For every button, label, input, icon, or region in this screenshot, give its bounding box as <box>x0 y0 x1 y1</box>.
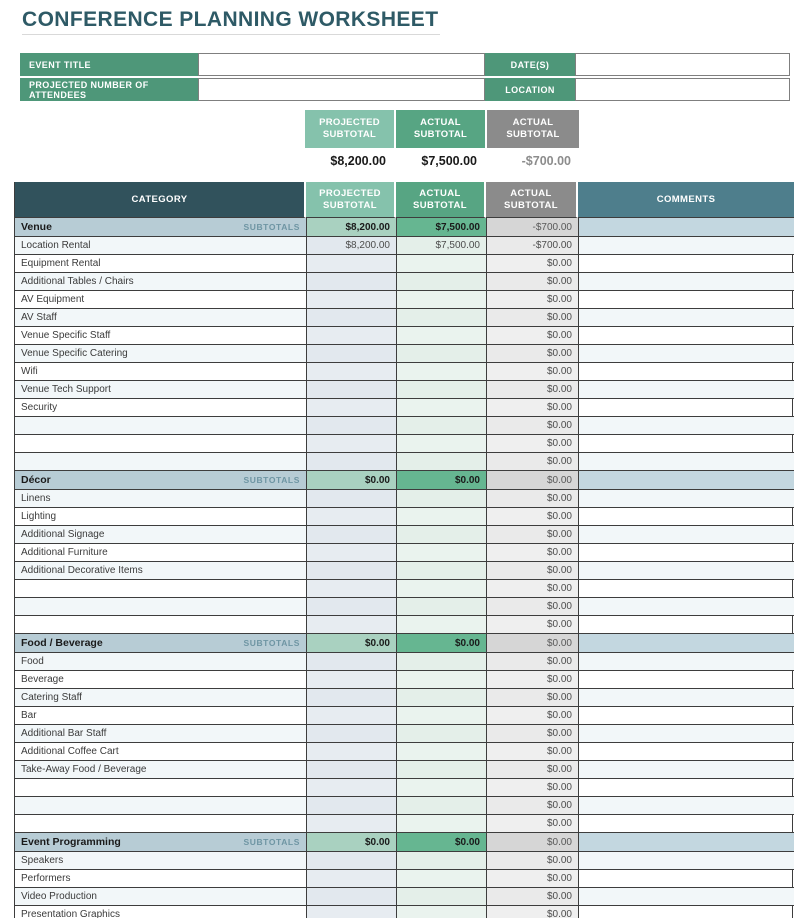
item-difference: -$700.00 <box>486 237 578 255</box>
section-name: Décor <box>21 474 51 486</box>
item-difference: $0.00 <box>486 689 578 707</box>
item-actual[interactable] <box>396 363 486 381</box>
table-row <box>15 526 792 544</box>
section-actual-subtotal: $0.00 <box>396 833 486 852</box>
item-difference: $0.00 <box>486 327 578 345</box>
item-actual[interactable] <box>396 653 486 671</box>
item-label[interactable] <box>15 453 306 471</box>
item-comments[interactable] <box>578 562 794 580</box>
item-difference: $0.00 <box>486 345 578 363</box>
item-actual[interactable] <box>396 526 486 544</box>
item-projected[interactable] <box>306 870 396 888</box>
item-label[interactable] <box>15 417 306 435</box>
item-projected[interactable] <box>306 815 396 833</box>
item-comments[interactable] <box>578 815 794 833</box>
item-difference: $0.00 <box>486 399 578 417</box>
item-label[interactable]: Additional Signage <box>15 526 306 544</box>
item-comments[interactable] <box>578 870 794 888</box>
item-difference: $0.00 <box>486 815 578 833</box>
item-projected[interactable] <box>306 309 396 327</box>
section-actual-subtotal: $7,500.00 <box>396 218 486 237</box>
comments-column-header: COMMENTS <box>578 182 794 218</box>
item-actual[interactable] <box>396 508 486 526</box>
table-row <box>15 562 792 580</box>
projected-subtotal-column-header: PROJECTED SUBTOTAL <box>306 182 396 218</box>
item-label[interactable]: Presentation Graphics <box>15 906 306 918</box>
item-actual[interactable] <box>396 888 486 906</box>
section-subtotals-label: SUBTOTALS <box>243 222 300 232</box>
item-label[interactable] <box>15 797 306 815</box>
item-comments[interactable] <box>578 616 794 634</box>
table-row <box>15 725 792 743</box>
item-projected[interactable] <box>306 671 396 689</box>
item-label[interactable]: Equipment Rental <box>15 255 306 273</box>
table-row <box>15 707 792 725</box>
item-difference: $0.00 <box>486 761 578 779</box>
section-difference: $0.00 <box>486 471 578 490</box>
summary-difference-value: -$700.00 <box>521 154 571 168</box>
item-label[interactable]: Additional Coffee Cart <box>15 743 306 761</box>
item-projected[interactable] <box>306 417 396 435</box>
item-comments[interactable] <box>578 345 794 363</box>
section-comments <box>578 218 794 237</box>
item-difference: $0.00 <box>486 273 578 291</box>
table-row <box>15 797 792 815</box>
item-label[interactable] <box>15 616 306 634</box>
item-projected[interactable] <box>306 725 396 743</box>
table-row <box>15 671 792 689</box>
section-name: Event Programming <box>21 836 121 848</box>
item-comments[interactable] <box>578 888 794 906</box>
item-actual[interactable] <box>396 797 486 815</box>
item-difference: $0.00 <box>486 888 578 906</box>
table-row <box>15 761 792 779</box>
table-row <box>15 237 792 255</box>
item-comments[interactable] <box>578 544 794 562</box>
item-label[interactable]: Catering Staff <box>15 689 306 707</box>
item-comments[interactable] <box>578 508 794 526</box>
item-actual[interactable] <box>396 544 486 562</box>
section-comments <box>578 833 794 852</box>
item-difference: $0.00 <box>486 453 578 471</box>
item-label[interactable]: AV Equipment <box>15 291 306 309</box>
item-difference: $0.00 <box>486 725 578 743</box>
item-comments[interactable] <box>578 255 794 273</box>
item-difference: $0.00 <box>486 797 578 815</box>
budget-table <box>14 182 793 918</box>
item-label[interactable]: Food <box>15 653 306 671</box>
section-projected-subtotal: $0.00 <box>306 634 396 653</box>
section-subtotal-row <box>15 218 792 237</box>
item-comments[interactable] <box>578 399 794 417</box>
item-comments[interactable] <box>578 309 794 327</box>
conference-planning-worksheet <box>0 8 808 918</box>
item-difference: $0.00 <box>486 779 578 797</box>
section-subtotals-label: SUBTOTALS <box>243 837 300 847</box>
item-actual[interactable] <box>396 291 486 309</box>
item-label[interactable]: Additional Bar Staff <box>15 725 306 743</box>
item-actual[interactable] <box>396 598 486 616</box>
section-actual-subtotal: $0.00 <box>396 634 486 653</box>
table-row <box>15 345 792 363</box>
item-difference: $0.00 <box>486 255 578 273</box>
item-projected[interactable] <box>306 381 396 399</box>
item-difference: $0.00 <box>486 743 578 761</box>
item-projected[interactable] <box>306 255 396 273</box>
table-row <box>15 508 792 526</box>
section-projected-subtotal: $0.00 <box>306 471 396 490</box>
table-row <box>15 852 792 870</box>
item-label[interactable]: Venue Specific Staff <box>15 327 306 345</box>
item-actual[interactable] <box>396 435 486 453</box>
section-subtotal-row <box>15 833 792 852</box>
item-actual[interactable] <box>396 815 486 833</box>
item-comments[interactable] <box>578 453 794 471</box>
section-comments <box>578 471 794 490</box>
table-row <box>15 363 792 381</box>
table-row <box>15 453 792 471</box>
item-label[interactable] <box>15 779 306 797</box>
section-comments <box>578 634 794 653</box>
item-label[interactable]: Wifi <box>15 363 306 381</box>
table-row <box>15 689 792 707</box>
table-row <box>15 616 792 634</box>
item-comments[interactable] <box>578 707 794 725</box>
item-projected[interactable] <box>306 797 396 815</box>
item-actual[interactable]: $7,500.00 <box>396 237 486 255</box>
item-difference: $0.00 <box>486 381 578 399</box>
item-projected[interactable] <box>306 580 396 598</box>
item-label[interactable] <box>15 435 306 453</box>
location-label: LOCATION <box>485 78 575 101</box>
item-projected[interactable]: $8,200.00 <box>306 237 396 255</box>
item-projected[interactable] <box>306 598 396 616</box>
table-row <box>15 743 792 761</box>
section-subtotal-row <box>15 634 792 653</box>
section-difference: -$700.00 <box>486 218 578 237</box>
item-actual[interactable] <box>396 562 486 580</box>
item-comments[interactable] <box>578 671 794 689</box>
event-info-header <box>20 53 790 101</box>
item-difference: $0.00 <box>486 490 578 508</box>
section-subtotals-label: SUBTOTALS <box>243 475 300 485</box>
projected-attendees-field[interactable] <box>198 78 485 101</box>
item-projected[interactable] <box>306 453 396 471</box>
item-comments[interactable] <box>578 327 794 345</box>
item-label[interactable]: Speakers <box>15 852 306 870</box>
table-row <box>15 870 792 888</box>
item-actual[interactable] <box>396 255 486 273</box>
item-comments[interactable] <box>578 725 794 743</box>
table-row <box>15 653 792 671</box>
item-projected[interactable] <box>306 345 396 363</box>
table-row <box>15 255 792 273</box>
table-row <box>15 490 792 508</box>
item-difference: $0.00 <box>486 544 578 562</box>
section-difference: $0.00 <box>486 634 578 653</box>
dates-field[interactable] <box>575 53 790 76</box>
actual-subtotal-column-header: ACTUAL SUBTOTAL <box>396 182 486 218</box>
item-label[interactable]: Performers <box>15 870 306 888</box>
table-row <box>15 815 792 833</box>
item-label[interactable]: Security <box>15 399 306 417</box>
item-actual[interactable] <box>396 852 486 870</box>
item-actual[interactable] <box>396 906 486 918</box>
item-difference: $0.00 <box>486 508 578 526</box>
item-comments[interactable] <box>578 761 794 779</box>
table-row <box>15 309 792 327</box>
item-difference: $0.00 <box>486 291 578 309</box>
table-row <box>15 417 792 435</box>
item-actual[interactable] <box>396 490 486 508</box>
item-projected[interactable] <box>306 761 396 779</box>
item-projected[interactable] <box>306 327 396 345</box>
item-comments[interactable] <box>578 580 794 598</box>
table-row <box>15 906 792 918</box>
table-row <box>15 888 792 906</box>
item-difference: $0.00 <box>486 707 578 725</box>
table-row <box>15 779 792 797</box>
item-projected[interactable] <box>306 906 396 918</box>
item-comments[interactable] <box>578 797 794 815</box>
summary-projected-subtotal-value: $8,200.00 <box>330 154 386 168</box>
item-difference: $0.00 <box>486 671 578 689</box>
item-label[interactable]: Location Rental <box>15 237 306 255</box>
item-label[interactable] <box>15 580 306 598</box>
table-row <box>15 580 792 598</box>
item-label[interactable]: Linens <box>15 490 306 508</box>
item-label[interactable]: Beverage <box>15 671 306 689</box>
item-actual[interactable] <box>396 345 486 363</box>
item-label[interactable]: Additional Furniture <box>15 544 306 562</box>
event-title-field[interactable] <box>198 53 485 76</box>
dates-label: DATE(S) <box>485 53 575 76</box>
item-comments[interactable] <box>578 237 794 255</box>
item-projected[interactable] <box>306 399 396 417</box>
item-label[interactable]: Additional Decorative Items <box>15 562 306 580</box>
summary-difference-header: ACTUAL SUBTOTAL <box>487 110 579 148</box>
item-actual[interactable] <box>396 453 486 471</box>
item-difference: $0.00 <box>486 309 578 327</box>
table-row <box>15 435 792 453</box>
event-title-label: EVENT TITLE <box>20 53 198 76</box>
item-actual[interactable] <box>396 309 486 327</box>
table-row <box>15 327 792 345</box>
item-actual[interactable] <box>396 381 486 399</box>
item-actual[interactable] <box>396 399 486 417</box>
item-projected[interactable] <box>306 888 396 906</box>
item-projected[interactable] <box>306 616 396 634</box>
item-comments[interactable] <box>578 435 794 453</box>
summary-projected-subtotal-header: PROJECTED SUBTOTAL <box>305 110 394 148</box>
item-comments[interactable] <box>578 598 794 616</box>
item-projected[interactable] <box>306 363 396 381</box>
item-difference: $0.00 <box>486 616 578 634</box>
page-title: CONFERENCE PLANNING WORKSHEET <box>22 8 440 35</box>
item-difference: $0.00 <box>486 653 578 671</box>
item-comments[interactable] <box>578 490 794 508</box>
item-actual[interactable] <box>396 761 486 779</box>
item-projected[interactable] <box>306 852 396 870</box>
item-label[interactable]: Video Production <box>15 888 306 906</box>
item-projected[interactable] <box>306 707 396 725</box>
item-comments[interactable] <box>578 779 794 797</box>
item-actual[interactable] <box>396 580 486 598</box>
item-actual[interactable] <box>396 779 486 797</box>
item-difference: $0.00 <box>486 598 578 616</box>
table-row <box>15 381 792 399</box>
section-subtotals-label: SUBTOTALS <box>243 638 300 648</box>
section-subtotal-row <box>15 471 792 490</box>
item-difference: $0.00 <box>486 852 578 870</box>
table-row <box>15 598 792 616</box>
item-actual[interactable] <box>396 327 486 345</box>
item-comments[interactable] <box>578 273 794 291</box>
table-header-row <box>15 182 792 218</box>
item-comments[interactable] <box>578 291 794 309</box>
item-projected[interactable] <box>306 273 396 291</box>
item-projected[interactable] <box>306 291 396 309</box>
item-label[interactable]: Bar <box>15 707 306 725</box>
item-projected[interactable] <box>306 544 396 562</box>
item-label[interactable]: Venue Specific Catering <box>15 345 306 363</box>
item-difference: $0.00 <box>486 580 578 598</box>
table-row <box>15 273 792 291</box>
item-projected[interactable] <box>306 562 396 580</box>
item-projected[interactable] <box>306 779 396 797</box>
section-projected-subtotal: $0.00 <box>306 833 396 852</box>
table-body <box>15 218 792 918</box>
difference-column-header: ACTUAL SUBTOTAL <box>486 182 578 218</box>
item-label[interactable]: AV Staff <box>15 309 306 327</box>
item-label[interactable]: Additional Tables / Chairs <box>15 273 306 291</box>
item-actual[interactable] <box>396 671 486 689</box>
item-projected[interactable] <box>306 689 396 707</box>
item-label[interactable]: Venue Tech Support <box>15 381 306 399</box>
item-actual[interactable] <box>396 417 486 435</box>
item-difference: $0.00 <box>486 435 578 453</box>
item-difference: $0.00 <box>486 870 578 888</box>
item-projected[interactable] <box>306 508 396 526</box>
category-column-header: CATEGORY <box>15 182 306 218</box>
item-projected[interactable] <box>306 653 396 671</box>
item-projected[interactable] <box>306 435 396 453</box>
item-comments[interactable] <box>578 363 794 381</box>
item-difference: $0.00 <box>486 906 578 918</box>
item-label[interactable]: Take-Away Food / Beverage <box>15 761 306 779</box>
item-actual[interactable] <box>396 689 486 707</box>
item-comments[interactable] <box>578 381 794 399</box>
item-comments[interactable] <box>578 417 794 435</box>
item-comments[interactable] <box>578 689 794 707</box>
section-name: Venue <box>21 221 52 233</box>
item-actual[interactable] <box>396 707 486 725</box>
item-comments[interactable] <box>578 653 794 671</box>
table-row <box>15 399 792 417</box>
section-actual-subtotal: $0.00 <box>396 471 486 490</box>
item-comments[interactable] <box>578 743 794 761</box>
item-comments[interactable] <box>578 526 794 544</box>
item-projected[interactable] <box>306 743 396 761</box>
item-actual[interactable] <box>396 616 486 634</box>
section-projected-subtotal: $8,200.00 <box>306 218 396 237</box>
location-field[interactable] <box>575 78 790 101</box>
item-comments[interactable] <box>578 852 794 870</box>
summary-actual-subtotal-value: $7,500.00 <box>421 154 477 168</box>
item-comments[interactable] <box>578 906 794 918</box>
item-difference: $0.00 <box>486 363 578 381</box>
summary-actual-subtotal-header: ACTUAL SUBTOTAL <box>396 110 485 148</box>
item-difference: $0.00 <box>486 562 578 580</box>
item-label[interactable] <box>15 598 306 616</box>
item-actual[interactable] <box>396 870 486 888</box>
table-row <box>15 291 792 309</box>
item-difference: $0.00 <box>486 417 578 435</box>
item-difference: $0.00 <box>486 526 578 544</box>
item-projected[interactable] <box>306 526 396 544</box>
item-label[interactable] <box>15 815 306 833</box>
section-difference: $0.00 <box>486 833 578 852</box>
section-name: Food / Beverage <box>21 637 103 649</box>
projected-attendees-label: PROJECTED NUMBER OF ATTENDEES <box>20 78 198 101</box>
item-actual[interactable] <box>396 743 486 761</box>
table-row <box>15 544 792 562</box>
item-actual[interactable] <box>396 725 486 743</box>
item-projected[interactable] <box>306 490 396 508</box>
item-label[interactable]: Lighting <box>15 508 306 526</box>
grand-totals-summary <box>305 110 579 172</box>
item-actual[interactable] <box>396 273 486 291</box>
